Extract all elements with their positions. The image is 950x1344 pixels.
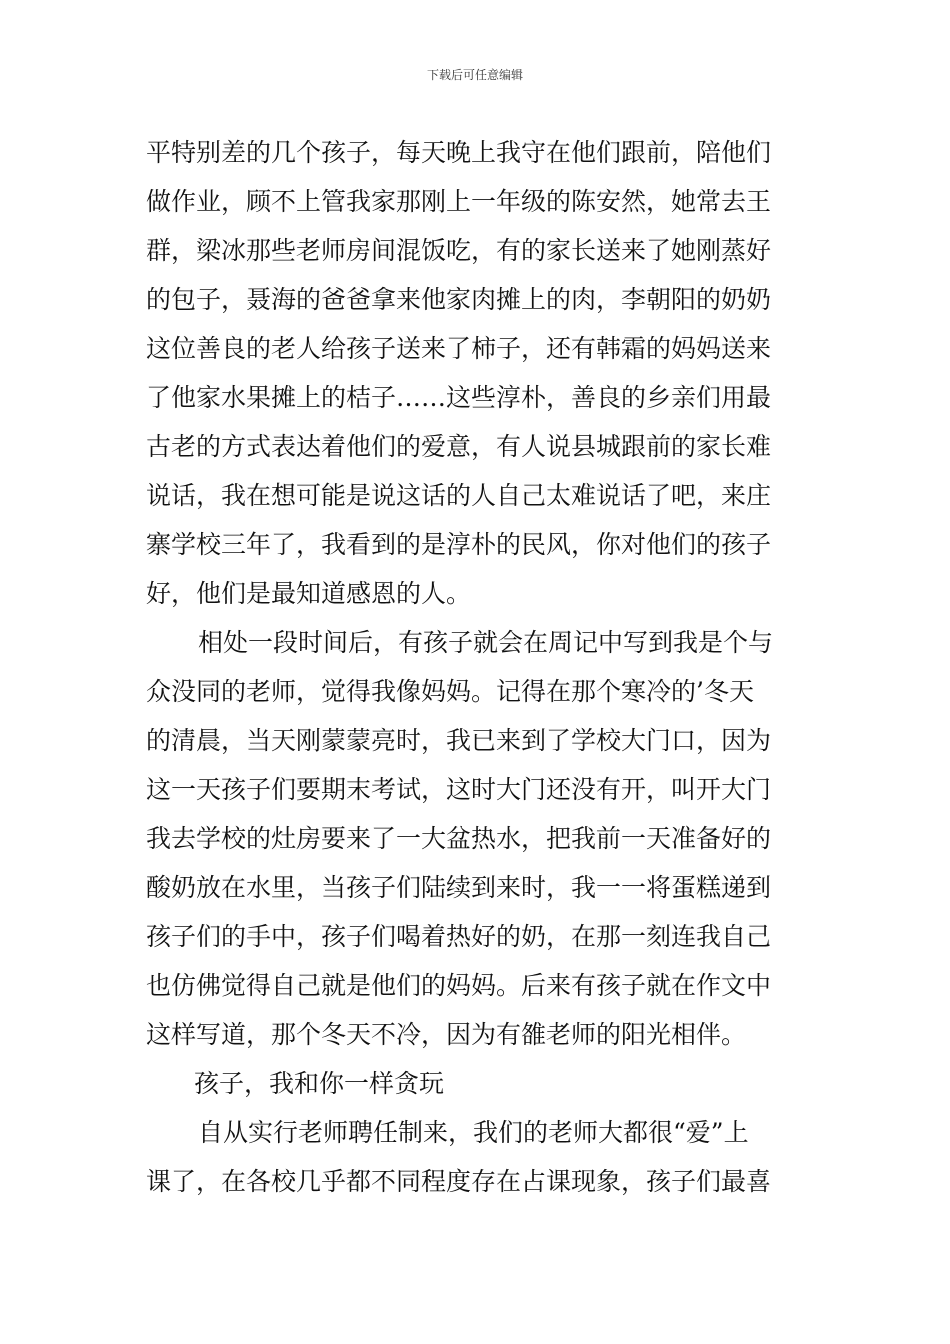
text-line: 群，梁冰那些老师房间混饭吃，有的家长送来了她刚蒸好	[146, 236, 772, 265]
text-line: 的包子，聂海的爸爸拿来他家肉摊上的肉，李朝阳的奶奶	[146, 285, 772, 314]
text-line: 也仿佛觉得自己就是他们的妈妈。后来有孩子就在作文中	[146, 971, 772, 1000]
document-body	[146, 128, 808, 1206]
text-line: 课了，在各校几乎都不同程度存在占课现象，孩子们最喜	[146, 1167, 772, 1196]
text-line: 这样写道，那个冬天不冷，因为有雒老师的阳光相伴。	[146, 1020, 747, 1049]
text-line: 孩子们的手中，孩子们喝着热好的奶，在那一刻连我自己	[146, 922, 772, 951]
text-line: 古老的方式表达着他们的爱意，有人说县城跟前的家长难	[146, 432, 772, 461]
text-line: 我去学校的灶房要来了一大盆热水，把我前一天准备好的	[146, 824, 772, 853]
text-line: 众没同的老师，觉得我像妈妈。记得在那个寒冷的’冬天	[146, 677, 754, 706]
page-header: 下载后可任意编辑	[426, 68, 523, 82]
text-line: 自从实行老师聘任制来，我们的老师大都很“爱”上	[198, 1118, 749, 1147]
text-line: 了他家水果摊上的桔子……这些淳朴，善良的乡亲们用最	[146, 383, 772, 412]
text-line: 相处一段时间后，有孩子就会在周记中写到我是个与	[198, 628, 774, 657]
text-line: 好，他们是最知道感恩的人。	[146, 579, 472, 608]
text-line: 的清晨，当天刚蒙蒙亮时，我已来到了学校大门口，因为	[146, 726, 772, 755]
text-line: 酸奶放在水里，当孩子们陆续到来时，我一一将蛋糕递到	[146, 873, 772, 902]
text-line: 平特别差的几个孩子，每天晚上我守在他们跟前，陪他们	[146, 138, 772, 167]
text-line: 这一天孩子们要期末考试，这时大门还没有开，叫开大门	[146, 775, 772, 804]
text-line: 说话，我在想可能是说这话的人自己太难说话了吧，来庄	[146, 481, 772, 510]
section-heading: 孩子，我和你一样贪玩	[194, 1069, 445, 1098]
text-line: 寨学校三年了，我看到的是淳朴的民风，你对他们的孩子	[146, 530, 772, 559]
text-line: 做作业，顾不上管我家那刚上一年级的陈安然，她常去王	[146, 187, 772, 216]
text-line: 这位善良的老人给孩子送来了柿子，还有韩霜的妈妈送来	[146, 334, 772, 363]
